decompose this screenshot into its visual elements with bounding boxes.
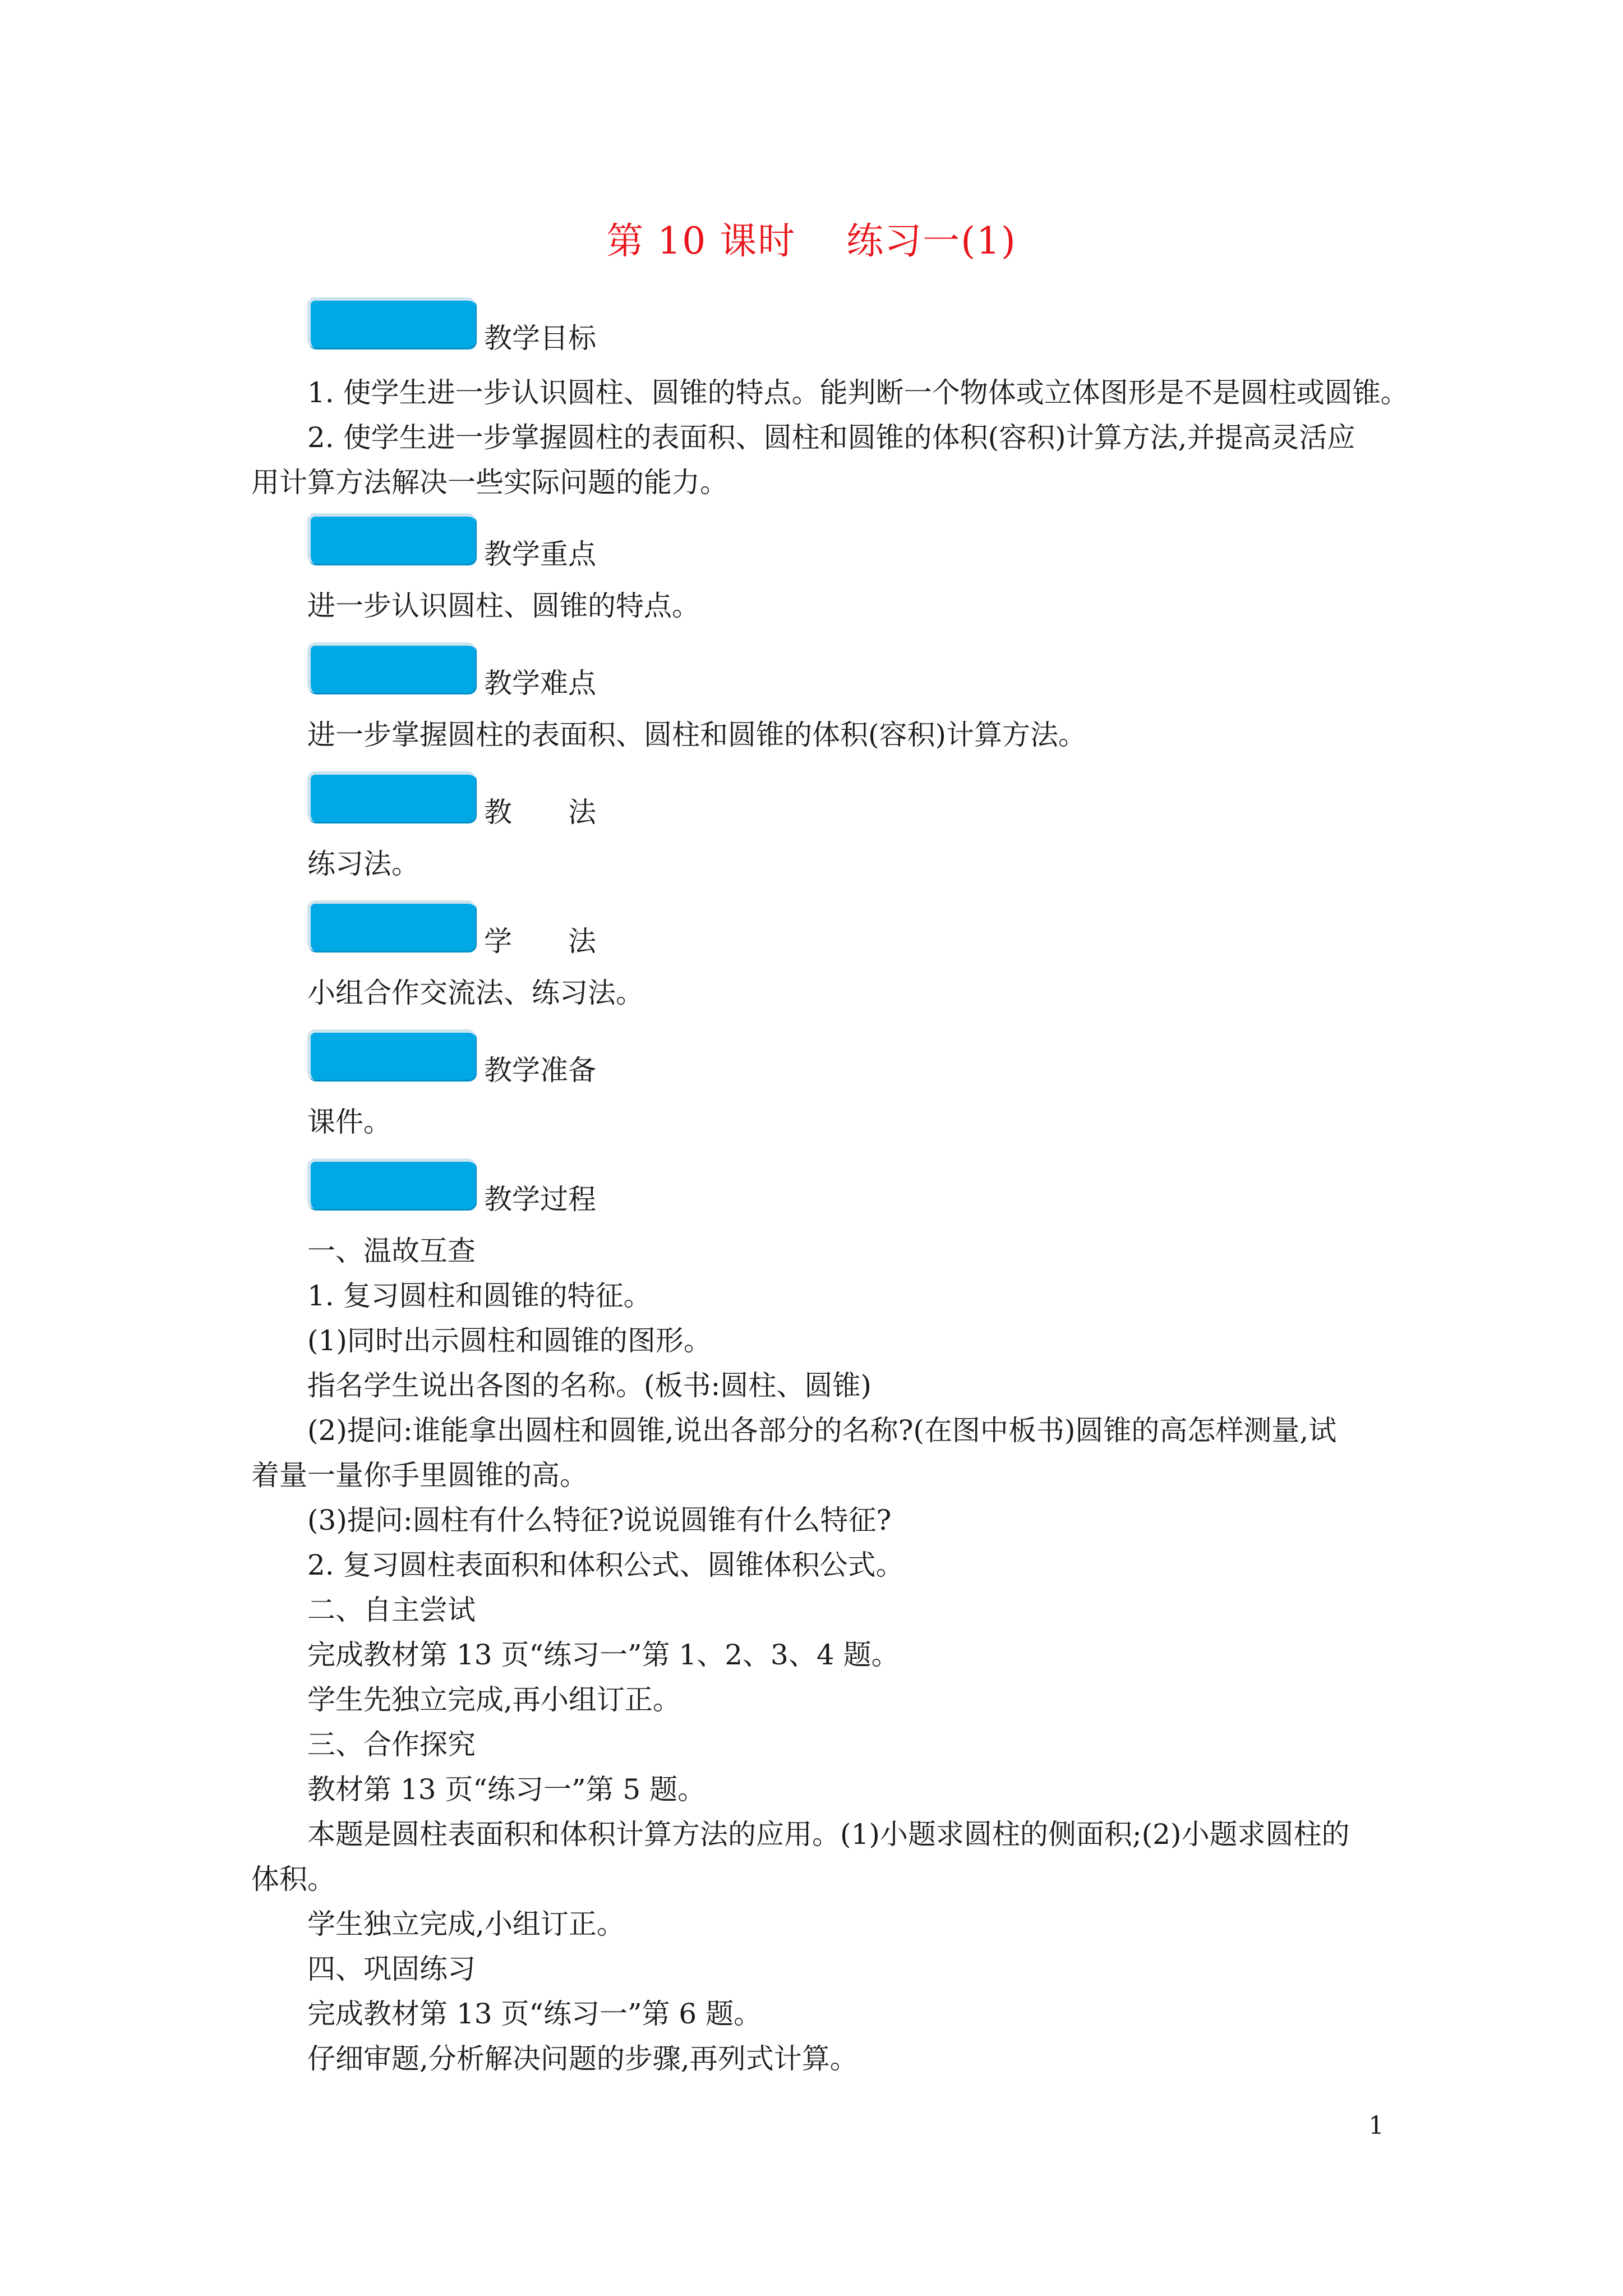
prep-text: 课件。: [307, 1106, 391, 1138]
process-item: 2. 复习圆柱表面积和体积公式、圆锥体积公式。: [307, 1549, 904, 1581]
goal-item-2-line-2: 用计算方法解决一些实际问题的能力。: [251, 466, 728, 499]
process-item: 完成教材第 13 页“练习一”第 1、2、3、4 题。: [307, 1639, 900, 1671]
section-label: 教学目标: [484, 322, 596, 355]
process-heading-2: 二、自主尝试: [307, 1594, 476, 1626]
section-badge: [307, 1029, 476, 1080]
lesson-name: 练习一(1): [846, 219, 1017, 263]
learn-method-text: 小组合作交流法、练习法。: [307, 977, 644, 1009]
section-badge: [307, 513, 476, 564]
goal-item-2-line-1: 2. 使学生进一步掌握圆柱的表面积、圆柱和圆锥的体积(容积)计算方法,并提高灵活应: [307, 421, 1355, 454]
process-item: 指名学生说出各图的名称。(板书:圆柱、圆锥): [307, 1369, 872, 1402]
section-label: 教学难点: [484, 667, 596, 700]
key-text: 进一步认识圆柱、圆锥的特点。: [307, 590, 700, 622]
section-label: 教学准备: [484, 1054, 596, 1087]
section-badge: [307, 642, 476, 693]
process-item: 完成教材第 13 页“练习一”第 6 题。: [307, 1998, 762, 2030]
process-item: 教材第 13 页“练习一”第 5 题。: [307, 1773, 706, 1806]
page-number: 1: [1368, 2111, 1384, 2140]
process-item: 学生独立完成,小组订正。: [307, 1908, 625, 1940]
section-badge: [307, 771, 476, 822]
process-item: 学生先独立完成,再小组订正。: [307, 1683, 681, 1716]
section-label: 教学重点: [484, 538, 596, 570]
section-difficult: [307, 642, 980, 704]
section-label: 学 法: [484, 925, 596, 958]
process-item: 本题是圆柱表面积和体积计算方法的应用。(1)小题求圆柱的侧面积;(2)小题求圆柱的: [307, 1818, 1350, 1851]
process-item: 1. 复习圆柱和圆锥的特征。: [307, 1280, 652, 1312]
section-goals: [307, 297, 980, 359]
process-item: (3)提问:圆柱有什么特征?说说圆锥有什么特征?: [307, 1504, 892, 1536]
section-teach-method: [307, 771, 980, 833]
process-item: (1)同时出示圆柱和圆锥的图形。: [307, 1324, 712, 1357]
page-title: [0, 216, 1623, 266]
section-learn-method: [307, 900, 980, 962]
process-heading-4: 四、巩固练习: [307, 1953, 476, 1985]
process-item: 着量一量你手里圆锥的高。: [251, 1459, 588, 1492]
section-badge: [307, 297, 476, 348]
section-label: 教学过程: [484, 1183, 596, 1216]
process-item: (2)提问:谁能拿出圆柱和圆锥,说出各部分的名称?(在图中板书)圆锥的高怎样测量,试: [307, 1414, 1337, 1447]
process-heading-3: 三、合作探究: [307, 1728, 476, 1761]
difficult-text: 进一步掌握圆柱的表面积、圆柱和圆锥的体积(容积)计算方法。: [307, 719, 1087, 751]
section-label: 教 法: [484, 796, 596, 829]
section-badge: [307, 900, 476, 951]
section-prep: [307, 1029, 980, 1091]
process-item: 体积。: [251, 1863, 335, 1895]
section-key: [307, 513, 980, 575]
process-heading-1: 一、温故互查: [307, 1235, 476, 1267]
section-process: [307, 1158, 980, 1220]
section-badge: [307, 1158, 476, 1209]
lesson-number: 第 10 课时: [606, 219, 796, 263]
teach-method-text: 练习法。: [307, 848, 419, 880]
goal-item-1: 1. 使学生进一步认识圆柱、圆锥的特点。能判断一个物体或立体图形是不是圆柱或圆锥。: [307, 376, 1409, 409]
process-item: 仔细审题,分析解决问题的步骤,再列式计算。: [307, 2042, 858, 2075]
